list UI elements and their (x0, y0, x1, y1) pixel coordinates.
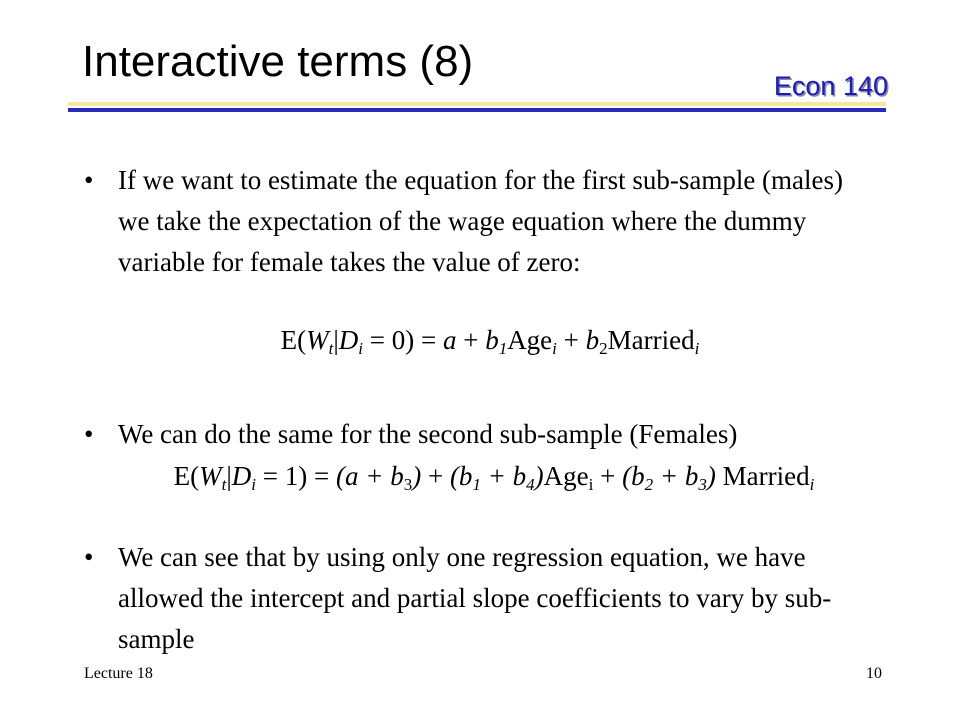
title-rule-highlight (68, 102, 886, 106)
bullet-dot: • (84, 542, 94, 572)
bullet-dot: • (84, 165, 94, 195)
bullet-item-conclusion (84, 537, 874, 660)
equation-females: $E(W_t|D_i = 1) = (a + b_3) + (b_1 + b_4)Age_i + (b_2 + b_3)$ Married$_i$ (173, 461, 815, 494)
bullet-dot: • (84, 419, 94, 449)
bullet-item-females (84, 414, 874, 455)
bullet-item-males (84, 160, 874, 283)
title-rule (68, 108, 886, 112)
equation-males: $E(W_t|D_i = 0) = a + b_1Age_i$ + $b_2Married_i$ (280, 325, 700, 358)
bullet-text: We can do the same for the second sub-sample (Females) (118, 419, 738, 449)
course-label: Econ 140 (773, 71, 888, 101)
footer-lecture: Lecture 18 (84, 665, 153, 682)
bullet-text: If we want to estimate the equation for the first sub-sample (males) we take the expectation of the wage equation where the dummy variable for female takes the value of zero: (118, 165, 844, 277)
slide-title: Interactive terms (8) (82, 37, 474, 86)
bullet-text: We can see that by using only one regression equation, we have allowed the intercept and partial slope coefficients to vary by sub-sample (118, 542, 832, 654)
footer-page-number: 10 (866, 665, 882, 682)
